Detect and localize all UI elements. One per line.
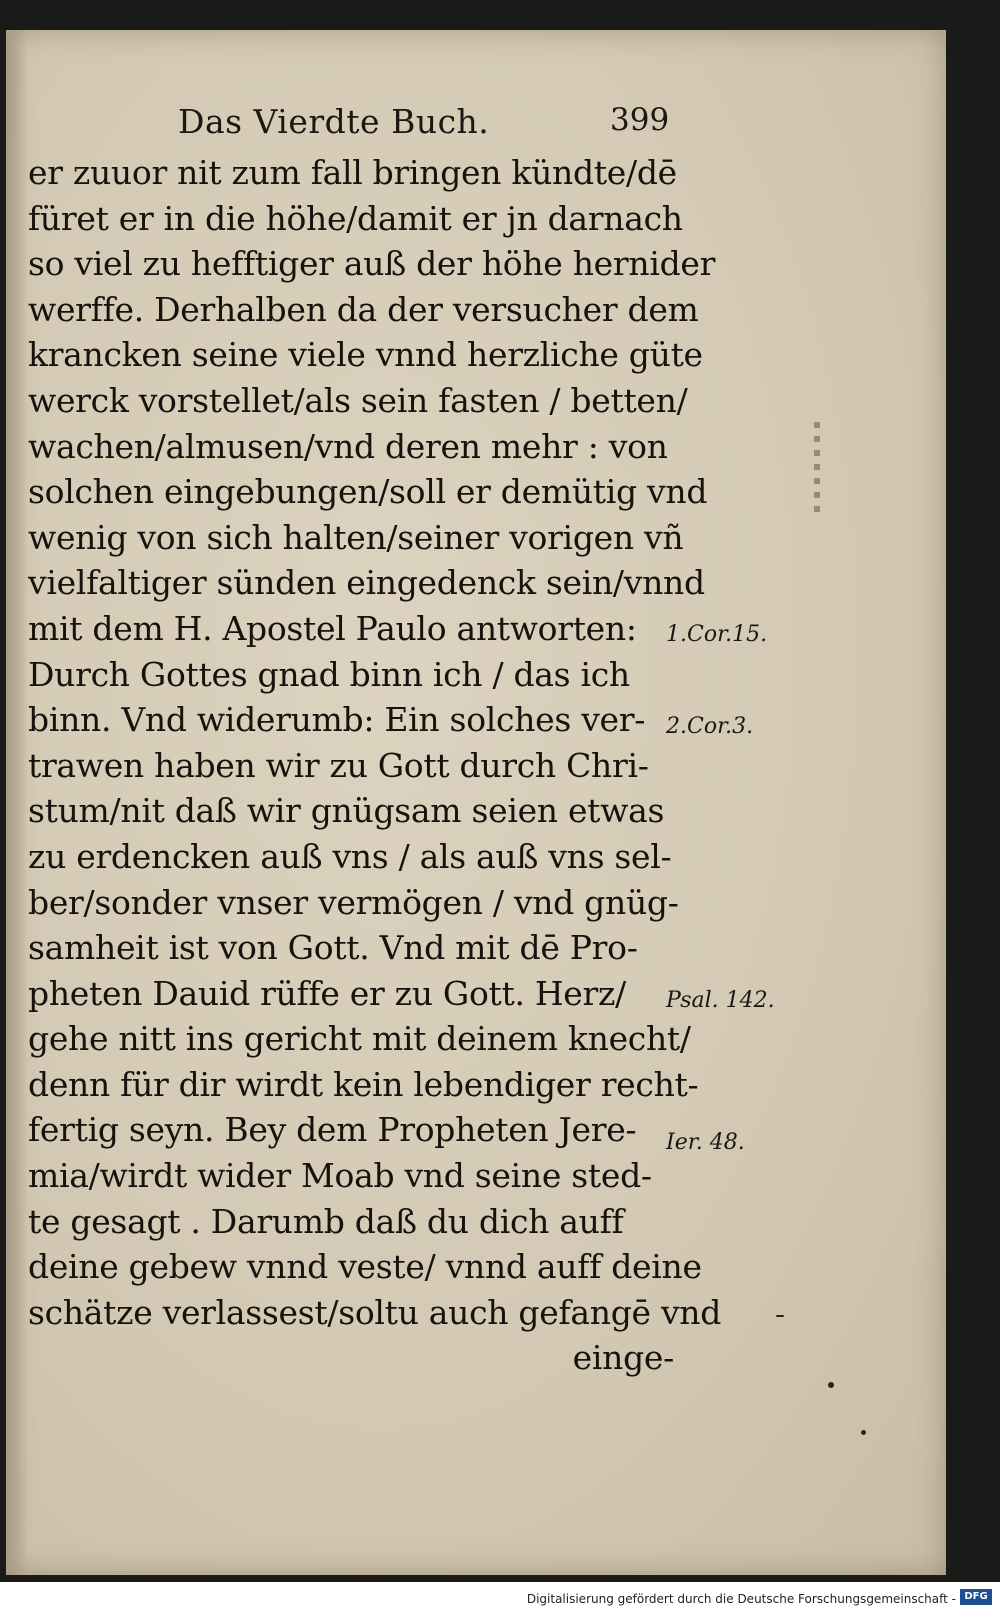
text-line: schätze verlassest/soltu auch gefangē vnd <box>28 1292 722 1332</box>
page-number: 399 <box>610 102 670 138</box>
text-line: so viel zu hefftiger auß der höhe hernider <box>28 244 716 284</box>
ink-speck <box>828 1382 834 1388</box>
text-line: binn. Vnd widerumb: Ein solches ver- <box>28 700 646 740</box>
text-line: füret er in die höhe/damit er jn darnach <box>28 198 683 238</box>
text-line: samheit ist von Gott. Vnd mit dē Pro- <box>28 928 638 968</box>
margin-note-2cor3: 2.Cor.3. <box>666 714 754 739</box>
ink-speck <box>861 1430 866 1435</box>
text-line: wachen/almusen/vnd deren mehr : von <box>28 426 668 466</box>
text-line: mit dem H. Apostel Paulo antworten: <box>28 608 637 648</box>
text-line: er zuuor nit zum fall bringen kündte/dē <box>28 153 677 192</box>
margin-note-psal142: Psal. 142. <box>666 988 775 1013</box>
text-line: wenig von sich halten/seiner vorigen vñ <box>28 517 684 557</box>
text-line: zu erdencken auß vns / als auß vns sel- <box>28 836 672 876</box>
margin-note-1cor15: 1.Cor.15. <box>666 622 768 647</box>
text-line: gehe nitt ins gericht mit deinem knecht/ <box>28 1019 691 1059</box>
catchword: einge- <box>572 1338 674 1378</box>
text-line: werck vorstellet/als sein fasten / betten/ <box>28 380 688 420</box>
text-line: deine gebew vnnd veste/ vnnd auff deine <box>28 1247 702 1287</box>
dfg-logo: DFG <box>960 1589 992 1605</box>
text-line: stum/nit daß wir gnügsam seien etwas <box>28 791 665 831</box>
book-page <box>6 30 946 1575</box>
margin-note-ier48: Ier. 48. <box>666 1130 745 1155</box>
footer-bar <box>0 1582 1000 1612</box>
text-line: krancken seine viele vnnd herzliche güte <box>28 335 703 375</box>
text-line: Durch Gottes gnad binn ich / das ich <box>28 654 630 694</box>
text-line: denn für dir wirdt kein lebendiger recht- <box>28 1064 699 1104</box>
digitization-credit: Digitalisierung gefördert durch die Deutsche Forschungsgemeinschaft - <box>526 1592 956 1606</box>
page-edge-mark <box>814 422 820 512</box>
text-line: mia/wirdt wider Moab vnd seine sted- <box>28 1156 652 1196</box>
running-head: Das Vierdte Buch. <box>178 102 490 141</box>
margin-notes <box>6 30 946 1575</box>
text-line: fertig seyn. Bey dem Propheten Jere- <box>28 1110 637 1150</box>
text-line: te gesagt . Darumb daß du dich auff <box>28 1201 624 1241</box>
text-line: trawen haben wir zu Gott durch Chri- <box>28 745 649 785</box>
ink-speck <box>776 1315 784 1317</box>
text-line: werffe. Derhalben da der versucher dem <box>28 289 699 329</box>
text-line: solchen eingebungen/soll er demütig vnd <box>28 472 708 512</box>
text-line: vielfaltiger sünden eingedenck sein/vnnd <box>28 563 705 603</box>
text-line: ber/sonder vnser vermögen / vnd gnüg- <box>28 882 679 922</box>
text-line: pheten Dauid rüffe er zu Gott. Herz/ <box>28 973 626 1013</box>
